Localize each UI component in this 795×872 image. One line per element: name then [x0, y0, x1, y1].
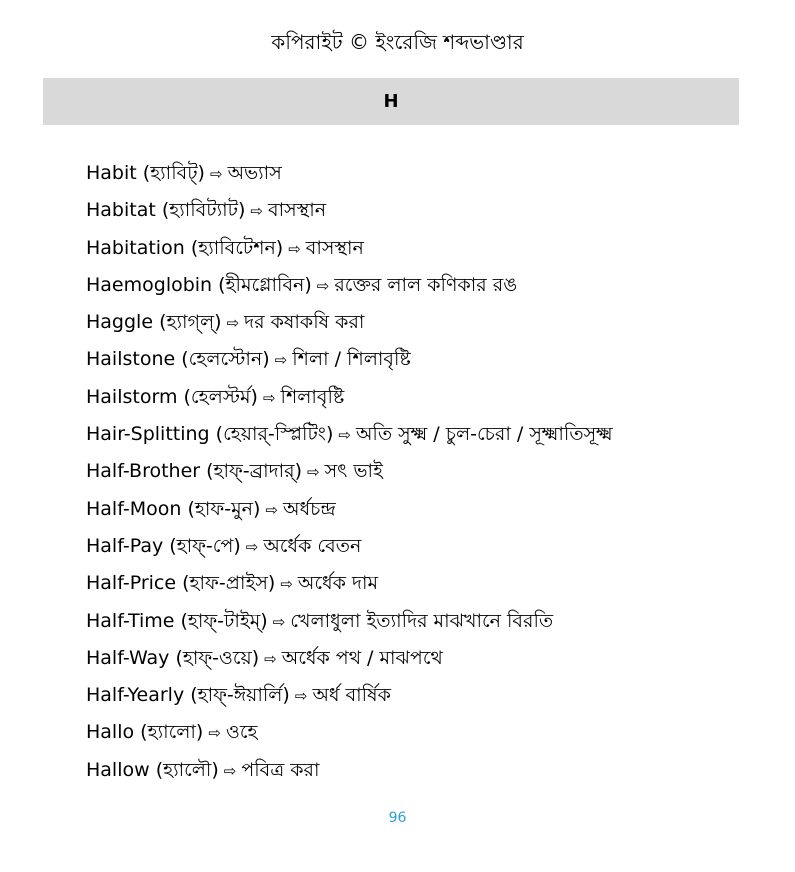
arrow-right-icon: ⇨ — [288, 239, 301, 258]
entry-meaning: অভ্যাস — [227, 162, 282, 184]
arrow-right-icon: ⇨ — [209, 165, 223, 183]
list-item — [86, 565, 776, 602]
entry-pronunciation: (হাফ্-টাইম্) — [180, 609, 268, 632]
entry-pronunciation: (হীমগ্লোবিন) — [218, 273, 312, 296]
arrow-right-icon: ⇨ — [316, 276, 330, 295]
entry-meaning: অর্ধেক দাম — [297, 572, 379, 595]
list-item — [86, 230, 776, 267]
entry-meaning: অর্ধেক বেতন — [263, 534, 362, 557]
entry-meaning: অতি সুক্ষ্ম / চুল-চেরা / সূক্ষ্মাতিসূক্ষ্ম — [355, 423, 613, 446]
entry-pronunciation: (হেয়ার্-স্প্লিটিং) — [215, 423, 334, 446]
arrow-right-icon: ⇨ — [208, 724, 221, 743]
entry-pronunciation: (হ্যালৌ) — [155, 758, 219, 781]
entry-pronunciation: (হ্যাবিট্) — [142, 162, 205, 184]
arrow-right-icon: ⇨ — [294, 687, 308, 706]
entry-word: Hailstone — [86, 348, 176, 371]
entry-pronunciation: (হ্যালো) — [140, 721, 204, 744]
entry-word: Haggle — [86, 311, 154, 334]
entry-meaning: অর্ধচন্দ্র — [282, 497, 336, 520]
entry-word: Half-Yearly — [86, 684, 185, 707]
entry-word: Hair-Splitting — [86, 423, 210, 446]
entry-meaning: দর কষাকষি করা — [244, 311, 365, 334]
entry-pronunciation: (হেলস্টোন) — [181, 348, 270, 371]
entry-pronunciation: (হাফ্-ওয়ে) — [175, 646, 260, 669]
entry-pronunciation: (হাফ্-পে) — [169, 534, 241, 557]
section-letter: H — [383, 91, 399, 112]
list-item — [86, 528, 776, 565]
list-item — [86, 192, 776, 229]
entry-word: Half-Brother — [86, 460, 201, 483]
section-banner — [43, 78, 739, 125]
entry-word: Half-Pay — [86, 534, 164, 557]
entry-pronunciation: (হাফ-প্রাইস) — [182, 572, 276, 595]
arrow-right-icon: ⇨ — [264, 649, 277, 668]
arrow-right-icon: ⇨ — [272, 612, 286, 631]
list-item — [86, 491, 776, 528]
list-item — [86, 341, 776, 378]
entry-list — [86, 155, 776, 789]
arrow-right-icon: ⇨ — [280, 575, 293, 594]
entry-meaning: সৎ ভাই — [324, 460, 383, 483]
entry-word: Habit — [86, 162, 137, 184]
arrow-right-icon: ⇨ — [223, 761, 237, 780]
list-item — [86, 304, 776, 341]
arrow-right-icon: ⇨ — [262, 388, 276, 407]
list-item — [86, 714, 776, 751]
page-number: 96 — [388, 810, 407, 826]
entry-pronunciation: (হ্যাবিট্যাট) — [161, 199, 246, 222]
entry-word: Hallo — [86, 721, 135, 744]
entry-pronunciation: (হেলস্টর্ম) — [183, 385, 258, 408]
arrow-right-icon: ⇨ — [307, 463, 320, 482]
entry-meaning: শিলাবৃষ্টি — [280, 385, 345, 408]
entry-meaning: বাসস্থান — [268, 199, 327, 222]
list-item — [86, 416, 776, 453]
entry-word: Half-Way — [86, 646, 170, 669]
list-item — [86, 677, 776, 714]
entry-word: Habitat — [86, 199, 156, 222]
list-item — [86, 267, 776, 304]
entry-pronunciation: (হ্যাগ্ল্) — [159, 311, 222, 334]
entry-pronunciation: (হাফ্-ব্রাদার্) — [206, 460, 302, 483]
list-item — [86, 453, 776, 490]
entry-word: Half-Price — [86, 572, 177, 595]
entry-word: Habitation — [86, 236, 185, 259]
list-item — [86, 752, 776, 789]
arrow-right-icon: ⇨ — [245, 537, 259, 556]
entry-pronunciation: (হাফ্-ঈয়ার্লি) — [190, 684, 290, 707]
entry-meaning: বাসস্থান — [305, 236, 364, 259]
list-item — [86, 640, 776, 677]
arrow-right-icon: ⇨ — [226, 314, 240, 333]
entry-word: Haemoglobin — [86, 273, 213, 296]
entry-meaning: রক্তের লাল কণিকার রঙ — [334, 273, 518, 296]
entry-meaning: অর্ধেক পথ / মাঝপথে — [281, 646, 443, 669]
arrow-right-icon: ⇨ — [250, 202, 263, 221]
entry-meaning: পবিত্র করা — [241, 758, 320, 781]
entry-pronunciation: (হ্যাবিটেশন) — [190, 236, 284, 259]
list-item — [86, 155, 776, 192]
entry-word: Hallow — [86, 758, 150, 781]
page-header-title: কপিরাইট © ইংরেজি শব্দভাণ্ডার — [271, 30, 524, 54]
entry-word: Hailstorm — [86, 385, 178, 408]
arrow-right-icon: ⇨ — [338, 426, 351, 445]
entry-word: Half-Moon — [86, 497, 182, 520]
entry-meaning: শিলা / শিলাবৃষ্টি — [292, 348, 411, 371]
arrow-right-icon: ⇨ — [265, 500, 278, 519]
entry-pronunciation: (হাফ-মুন) — [187, 497, 261, 520]
arrow-right-icon: ⇨ — [274, 351, 288, 370]
list-item — [86, 379, 776, 416]
entry-word: Half-Time — [86, 609, 175, 632]
entry-meaning: ওহে — [225, 721, 258, 744]
entry-meaning: খেলাধুলা ইত্যাদির মাঝখানে বিরতি — [290, 609, 554, 632]
list-item — [86, 603, 776, 640]
entry-meaning: অর্ধ বার্ষিক — [312, 684, 391, 707]
